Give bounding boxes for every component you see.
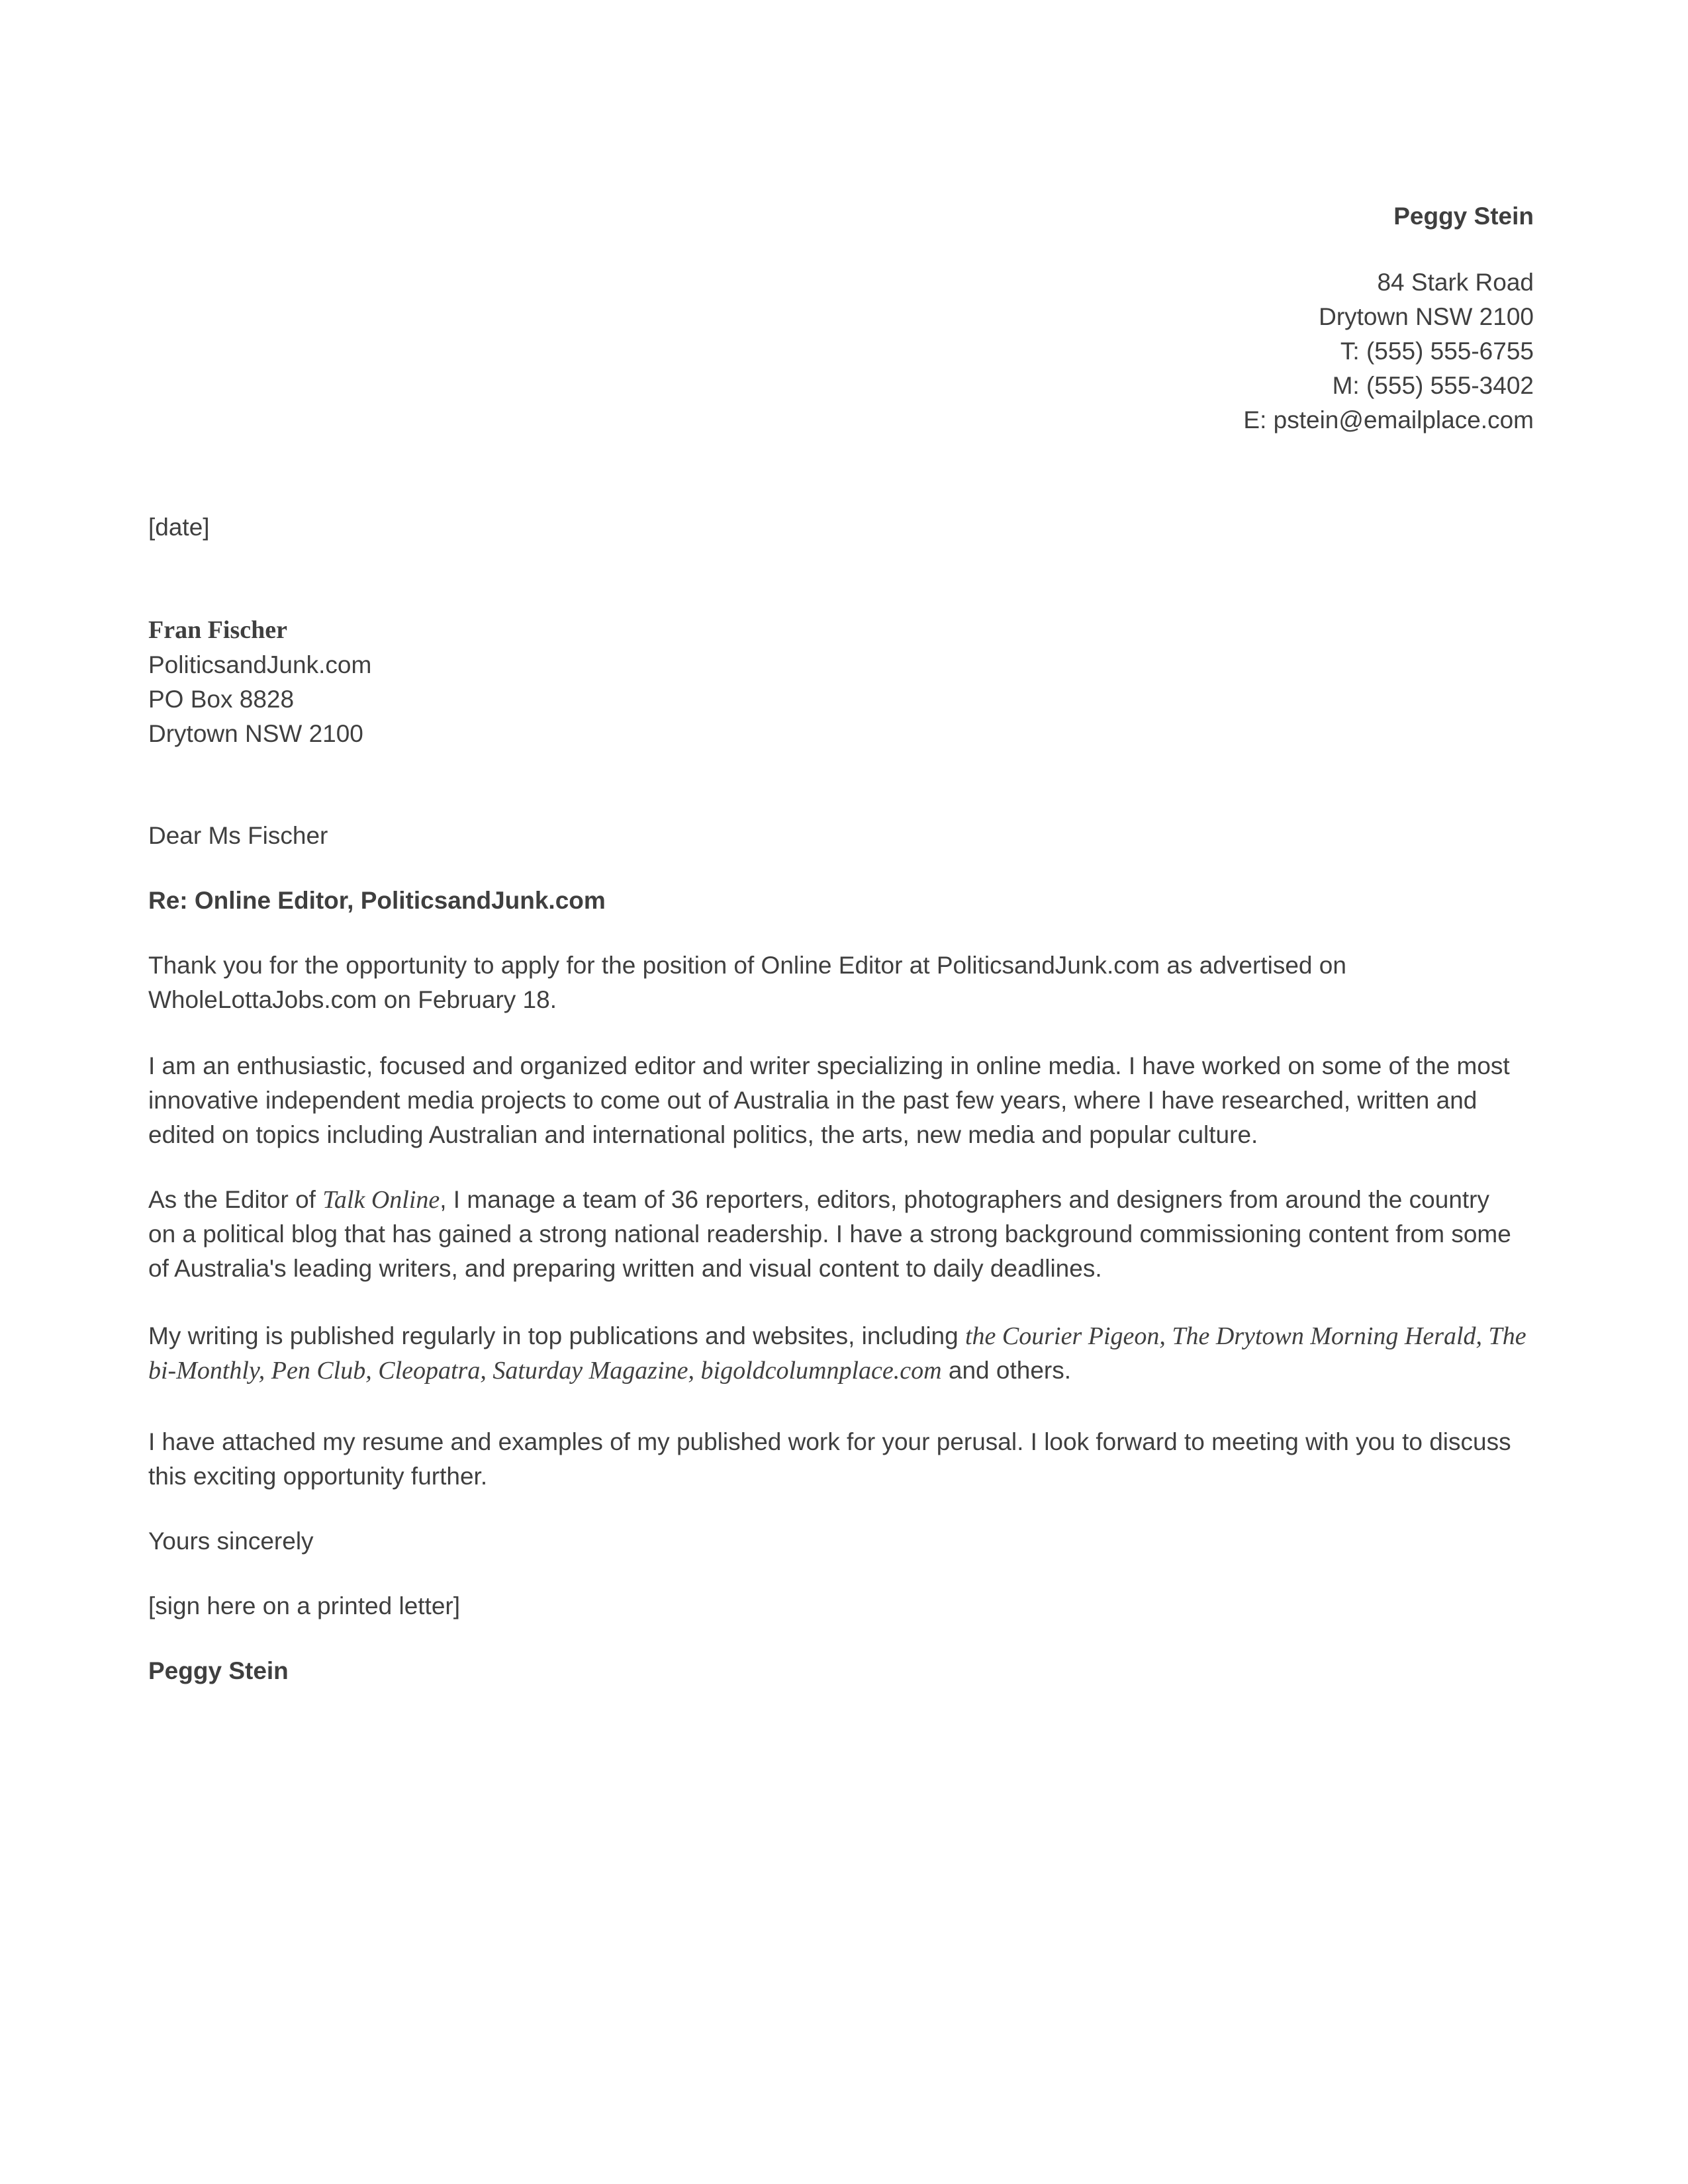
paragraph-3-line-1-post: , I manage a team of 36 reporters, editors, photographers and designers from around the country bbox=[440, 1186, 1489, 1213]
paragraph-4-line-1 bbox=[148, 1318, 1526, 1354]
recipient-name: Fran Fischer bbox=[148, 616, 288, 644]
sender-email: E: pstein@emailplace.com bbox=[1243, 406, 1534, 433]
paragraph-5-line-2: this exciting opportunity further. bbox=[148, 1463, 488, 1490]
paragraph-3-line-1-pre: As the Editor of bbox=[148, 1186, 323, 1213]
paragraph-1-line-2: WholeLottaJobs.com on February 18. bbox=[148, 986, 557, 1013]
paragraph-3-line-1 bbox=[148, 1182, 1489, 1218]
paragraph-3-line-2: on a political blog that has gained a strong national readership. I have a strong background commissioning content from some bbox=[148, 1220, 1511, 1248]
signature-placeholder: [sign here on a printed letter] bbox=[148, 1592, 461, 1619]
paragraph-3-line-3: of Australia's leading writers, and preparing written and visual content to daily deadlines. bbox=[148, 1255, 1102, 1282]
sender-mobile: M: (555) 555-3402 bbox=[1332, 372, 1534, 399]
paragraph-4-line-2 bbox=[148, 1353, 1071, 1388]
salutation: Dear Ms Fischer bbox=[148, 822, 328, 849]
sender-address-line2: Drytown NSW 2100 bbox=[1319, 303, 1534, 330]
paragraph-4-line-2-post: and others. bbox=[941, 1357, 1072, 1384]
signature-name: Peggy Stein bbox=[148, 1657, 289, 1684]
closing: Yours sincerely bbox=[148, 1527, 314, 1555]
paragraph-4-line-1-pre: My writing is published regularly in top publications and websites, including bbox=[148, 1322, 965, 1349]
paragraph-5-line-1: I have attached my resume and examples of my published work for your perusal. I look forward to meeting with you to discuss bbox=[148, 1428, 1511, 1455]
paragraph-2-line-3: edited on topics including Australian and international politics, the arts, new media and popular culture. bbox=[148, 1121, 1258, 1148]
sender-phone: T: (555) 555-6755 bbox=[1340, 338, 1534, 365]
publication-list-part-1: the Courier Pigeon, The Drytown Morning Herald, The bbox=[965, 1322, 1526, 1350]
sender-name: Peggy Stein bbox=[1393, 203, 1534, 230]
recipient-company: PoliticsandJunk.com bbox=[148, 651, 372, 678]
publication-talk-online: Talk Online bbox=[322, 1186, 440, 1214]
recipient-po-box: PO Box 8828 bbox=[148, 686, 295, 713]
recipient-city: Drytown NSW 2100 bbox=[148, 720, 363, 747]
sender-address-line1: 84 Stark Road bbox=[1377, 269, 1534, 296]
letter-date: [date] bbox=[148, 514, 210, 541]
paragraph-2-line-1: I am an enthusiastic, focused and organized editor and writer specializing in online media. I have worked on some of the most bbox=[148, 1052, 1510, 1079]
publication-list-part-2: bi-Monthly, Pen Club, Cleopatra, Saturday Magazine, bigoldcolumnplace.com bbox=[148, 1357, 942, 1385]
paragraph-1-line-1: Thank you for the opportunity to apply for the position of Online Editor at PoliticsandJunk.com as advertised on bbox=[148, 952, 1346, 979]
subject-line: Re: Online Editor, PoliticsandJunk.com bbox=[148, 887, 606, 914]
paragraph-2-line-2: innovative independent media projects to come out of Australia in the past few years, where I have researched, written and bbox=[148, 1087, 1477, 1114]
